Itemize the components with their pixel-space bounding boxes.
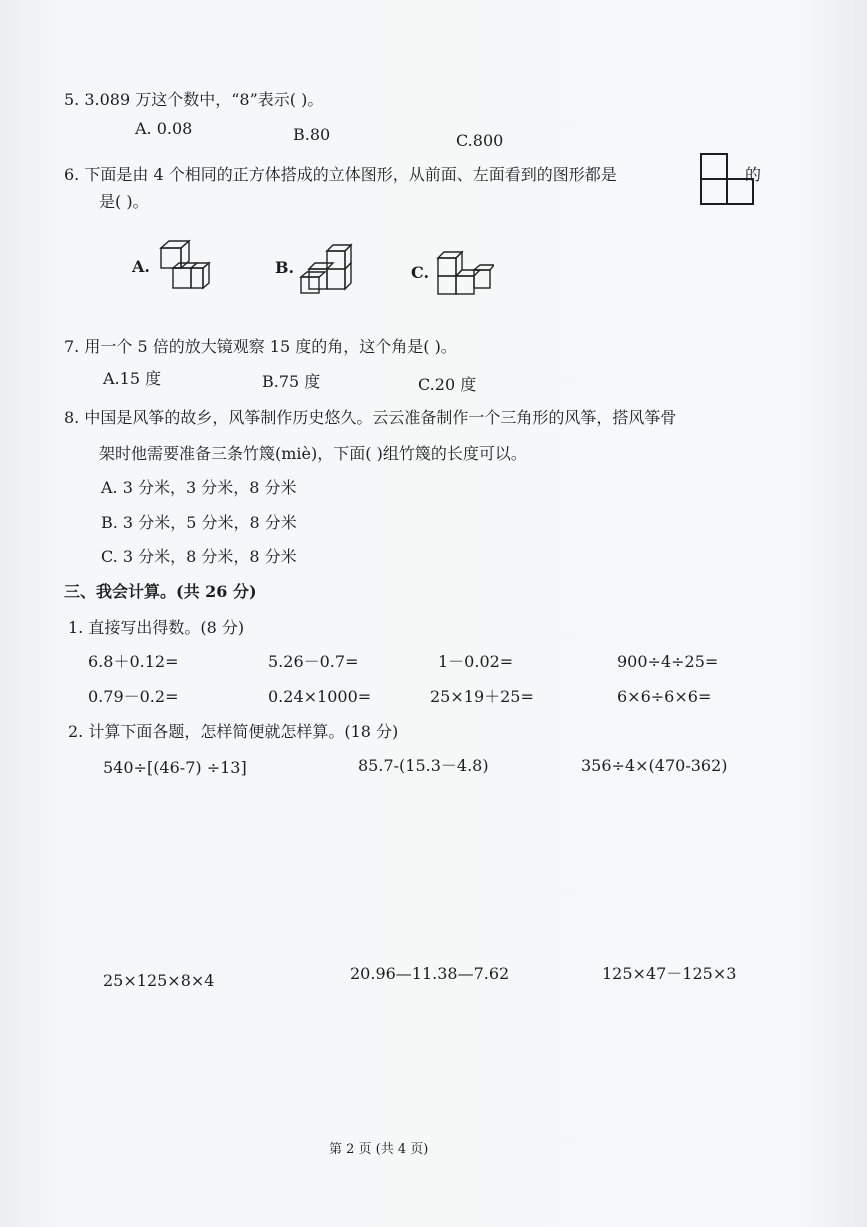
q7-option-b: B.75 度	[262, 372, 321, 391]
q6-stem-tail: 的	[745, 165, 762, 184]
calc-problem: 540÷[(46-7) ÷13]	[103, 758, 247, 777]
q6-option-a-label: A.	[132, 257, 150, 276]
q6-option-b-label: B.	[275, 258, 295, 277]
q7-stem: 7. 用一个 5 倍的放大镜观察 15 度的角，这个角是( )。	[64, 337, 457, 356]
q7-option-c: C.20 度	[418, 375, 477, 394]
oral-calc-item: 900÷4÷25=	[617, 652, 719, 671]
oral-calc-item: 5.26－0.7=	[268, 652, 359, 671]
q6-stem-line1: 6. 下面是由 4 个相同的正方体搭成的立体图形，从前面、左面看到的图形都是	[64, 165, 617, 184]
q5-option-c: C.800	[456, 131, 504, 150]
oral-calc-item: 6.8＋0.12=	[88, 652, 179, 671]
calc-problem: 20.96—11.38—7.62	[350, 964, 510, 983]
q6-stem-line2: 是( )。	[99, 192, 149, 211]
cube-figure-c-icon	[436, 248, 494, 298]
q8-option-a: A. 3 分米，3 分米，8 分米	[101, 478, 297, 497]
section3-part2-title: 2. 计算下面各题，怎样简便就怎样算。(18 分)	[68, 722, 399, 741]
q8-stem-line1: 8. 中国是风筝的故乡，风筝制作历史悠久。云云准备制作一个三角形的风筝，搭风筝骨	[64, 408, 677, 427]
calc-problem: 125×47－125×3	[602, 964, 737, 983]
oral-calc-item: 25×19＋25=	[430, 687, 534, 706]
calc-problem: 85.7-(15.3－4.8)	[358, 756, 489, 775]
q6-option-c-label: C.	[411, 263, 430, 282]
oral-calc-item: 0.24×1000=	[268, 687, 372, 706]
q8-stem-line2: 架时他需要准备三条竹篾(miè)，下面( )组竹篾的长度可以。	[99, 444, 527, 463]
oral-calc-item: 1－0.02=	[438, 652, 514, 671]
section3-part1-title: 1. 直接写出得数。(8 分)	[68, 618, 245, 637]
page-footer: 第 2 页 (共 4 页)	[329, 1142, 429, 1157]
q8-option-b: B. 3 分米，5 分米，8 分米	[101, 513, 297, 532]
calc-problem: 356÷4×(470-362)	[581, 756, 728, 775]
q5-stem: 5. 3.089 万这个数中，“8”表示( )。	[64, 90, 324, 109]
cube-figure-b-icon	[299, 241, 357, 295]
oral-calc-item: 0.79－0.2=	[88, 687, 179, 706]
oral-calc-item: 6×6÷6×6=	[617, 687, 712, 706]
cube-figure-a-icon	[157, 238, 211, 294]
q7-option-a: A.15 度	[103, 369, 162, 388]
q5-option-b: B.80	[293, 125, 331, 144]
q8-option-c: C. 3 分米，8 分米，8 分米	[101, 547, 297, 566]
calc-problem: 25×125×8×4	[103, 971, 215, 990]
section3-title: 三、我会计算。(共 26 分)	[64, 582, 257, 601]
q5-option-a: A. 0.08	[135, 119, 193, 138]
